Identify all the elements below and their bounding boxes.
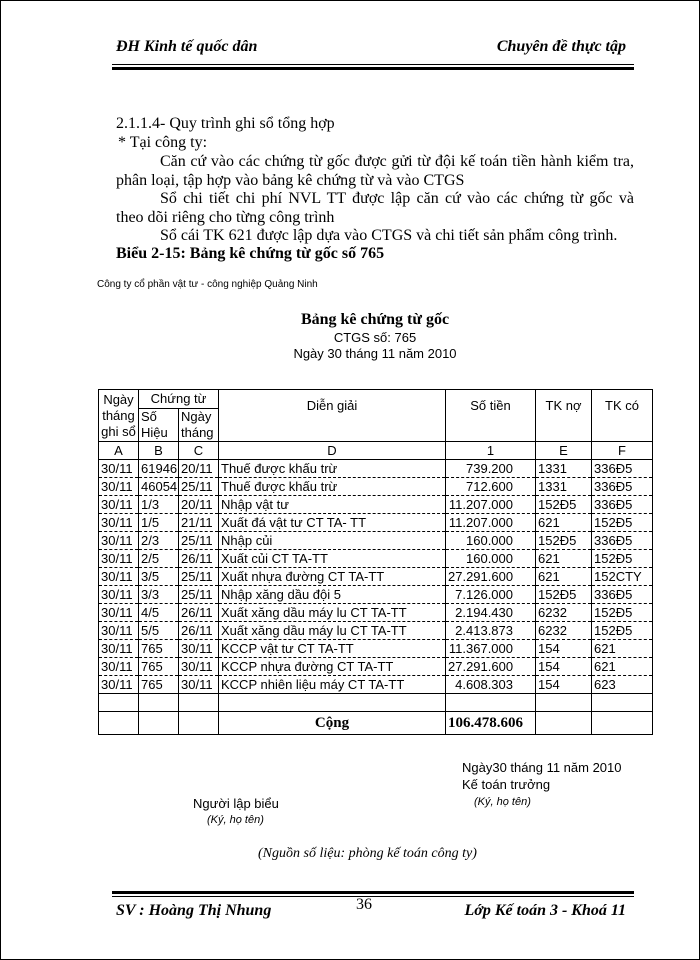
table-date: Ngày 30 tháng 11 năm 2010 xyxy=(293,346,457,361)
cell-amount: 27.291.600 xyxy=(446,658,536,676)
cell-date: 30/11 xyxy=(99,550,139,568)
blank-cell xyxy=(99,694,139,712)
blank-cell xyxy=(219,694,446,712)
total-blank xyxy=(99,712,139,735)
blank-cell xyxy=(139,694,179,712)
cell-no: 154 xyxy=(536,640,592,658)
cell-co: 152CTY xyxy=(592,568,653,586)
cell-desc: Nhập vật tư xyxy=(219,496,446,514)
col-ngay-thang-ghi-so xyxy=(99,390,139,442)
cell-date: 30/11 xyxy=(99,676,139,694)
blank-cell xyxy=(536,694,592,712)
cell-amount: 11.207.000 xyxy=(446,514,536,532)
preparer-title: Người lập biểu xyxy=(193,796,279,811)
company-name: Công ty cổ phần vật tư - công nghiệp Quảng Ninh xyxy=(97,279,318,290)
cell-date: 30/11 xyxy=(99,586,139,604)
cell-so: 3/3 xyxy=(139,586,179,604)
header-school: ĐH Kinh tế quốc dân xyxy=(116,38,258,55)
col-tk-no: TK nợ xyxy=(536,390,592,442)
sign-date: Ngày30 tháng 11 năm 2010 xyxy=(462,760,622,775)
letter-d: D xyxy=(219,442,446,460)
total-blank xyxy=(592,712,653,735)
cell-date: 30/11 xyxy=(99,622,139,640)
cell-date: 30/11 xyxy=(99,478,139,496)
para3: Sổ cái TK 621 được lập dựa vào CTGS và chi tiết sản phẩm công trình. xyxy=(160,227,618,244)
cell-so: 2/3 xyxy=(139,532,179,550)
col-ngay-line3: ghi sổ xyxy=(101,423,136,439)
letter-a: A xyxy=(99,442,139,460)
col-ngay-line2: tháng xyxy=(102,407,135,423)
cell-co: 336Đ5 xyxy=(592,496,653,514)
cell-ngay: 25/11 xyxy=(179,586,219,604)
cell-co: 336Đ5 xyxy=(592,460,653,478)
cell-desc: Xuất đá vật tư CT TA- TT xyxy=(219,514,446,532)
cell-date: 30/11 xyxy=(99,532,139,550)
letter-e: E xyxy=(536,442,592,460)
cell-co: 621 xyxy=(592,640,653,658)
cell-amount: 2.194.430 xyxy=(446,604,536,622)
total-label: Cộng xyxy=(219,712,446,735)
chief-accountant-sign: (Ký, họ tên) xyxy=(474,796,531,808)
cell-ngay: 30/11 xyxy=(179,676,219,694)
cell-amount: 7.126.000 xyxy=(446,586,536,604)
table-row xyxy=(99,604,653,622)
letter-f: F xyxy=(592,442,653,460)
cell-desc: KCCP nhựa đường CT TA-TT xyxy=(219,658,446,676)
cell-desc: Nhập củi xyxy=(219,532,446,550)
cell-no: 6232 xyxy=(536,622,592,640)
cell-amount: 712.600 xyxy=(446,478,536,496)
table-row xyxy=(99,658,653,676)
col-tk-co: TK có xyxy=(592,390,653,442)
col-dien-giai: Diễn giải xyxy=(219,390,446,442)
bullet-company: * Tại công ty: xyxy=(118,134,208,151)
blank-cell xyxy=(446,694,536,712)
footer-rule-thin xyxy=(112,896,634,897)
cell-co: 152Đ5 xyxy=(592,550,653,568)
col-ngay-ct-line1: Ngày xyxy=(181,409,212,424)
voucher-table xyxy=(98,389,653,735)
header-title: Chuyên đề thực tập xyxy=(496,38,626,55)
cell-amount: 27.291.600 xyxy=(446,568,536,586)
table-title: Bảng kê chứng từ gốc xyxy=(300,311,450,328)
cell-ngay: 25/11 xyxy=(179,532,219,550)
cell-date: 30/11 xyxy=(99,514,139,532)
source-note: (Nguồn số liệu: phòng kế toán công ty) xyxy=(258,846,477,861)
cell-date: 30/11 xyxy=(99,496,139,514)
para2-line1: Sổ chi tiết chi phí NVL TT được lập căn cứ vào các chứng từ gốc và xyxy=(160,190,634,207)
preparer-sign: (Ký, họ tên) xyxy=(207,814,264,826)
col-so-hieu xyxy=(139,409,179,442)
para1-line1: Căn cứ vào các chứng từ gốc được gửi từ đội kế toán tiền hành kiểm tra, xyxy=(160,153,634,170)
footer-rule-thick xyxy=(112,891,634,894)
table-row xyxy=(99,640,653,658)
cell-desc: Xuất củi CT TA-TT xyxy=(219,550,446,568)
cell-amount: 4.608.303 xyxy=(446,676,536,694)
cell-so: 46054 xyxy=(139,478,179,496)
cell-desc: Thuế được khấu trừ xyxy=(219,460,446,478)
total-amount: 106.478.606 xyxy=(446,712,536,735)
cell-so: 5/5 xyxy=(139,622,179,640)
letter-c: C xyxy=(179,442,219,460)
header-rule-thick xyxy=(112,67,634,70)
blank-cell xyxy=(592,694,653,712)
cell-co: 336Đ5 xyxy=(592,478,653,496)
table-row xyxy=(99,622,653,640)
cell-so: 2/5 xyxy=(139,550,179,568)
cell-no: 621 xyxy=(536,568,592,586)
section-title: 2.1.1.4- Quy trình ghi sổ tổng hợp xyxy=(116,115,335,132)
cell-ngay: 25/11 xyxy=(179,478,219,496)
cell-ngay: 21/11 xyxy=(179,514,219,532)
cell-no: 152Đ5 xyxy=(536,586,592,604)
cell-co: 621 xyxy=(592,658,653,676)
table-row xyxy=(99,478,653,496)
footer-class: Lớp Kế toán 3 - Khoá 11 xyxy=(464,902,626,919)
cell-no: 154 xyxy=(536,658,592,676)
chief-accountant-title: Kế toán trưởng xyxy=(462,777,551,792)
letter-b: B xyxy=(139,442,179,460)
table-row xyxy=(99,676,653,694)
col-so-tien: Số tiền xyxy=(446,390,536,442)
col-so-hieu-line1: Số xyxy=(141,409,157,424)
table-row xyxy=(99,568,653,586)
header-rule-thin xyxy=(112,64,634,65)
cell-so: 765 xyxy=(139,676,179,694)
cell-date: 30/11 xyxy=(99,640,139,658)
cell-so: 1/3 xyxy=(139,496,179,514)
cell-co: 336Đ5 xyxy=(592,586,653,604)
cell-co: 623 xyxy=(592,676,653,694)
cell-desc: KCCP nhiên liệu máy CT TA-TT xyxy=(219,676,446,694)
cell-so: 1/5 xyxy=(139,514,179,532)
cell-ngay: 30/11 xyxy=(179,658,219,676)
cell-no: 152Đ5 xyxy=(536,532,592,550)
cell-so: 3/5 xyxy=(139,568,179,586)
cell-desc: Nhập xăng dầu đội 5 xyxy=(219,586,446,604)
figure-caption: Biểu 2-15: Bảng kê chứng từ gốc số 765 xyxy=(116,245,385,262)
col-ngay-ct-line2: tháng xyxy=(181,425,214,440)
para2-line2: theo dõi riêng cho từng công trình xyxy=(116,209,335,226)
cell-no: 6232 xyxy=(536,604,592,622)
cell-ngay: 26/11 xyxy=(179,550,219,568)
cell-no: 621 xyxy=(536,514,592,532)
cell-co: 152Đ5 xyxy=(592,604,653,622)
cell-ngay: 26/11 xyxy=(179,604,219,622)
cell-amount: 11.207.000 xyxy=(446,496,536,514)
table-row xyxy=(99,514,653,532)
cell-desc: Thuế được khấu trừ xyxy=(219,478,446,496)
cell-no: 1331 xyxy=(536,478,592,496)
cell-desc: Xuất nhựa đường CT TA-TT xyxy=(219,568,446,586)
cell-so: 765 xyxy=(139,640,179,658)
cell-no: 621 xyxy=(536,550,592,568)
cell-amount: 11.367.000 xyxy=(446,640,536,658)
table-row xyxy=(99,586,653,604)
cell-co: 152Đ5 xyxy=(592,622,653,640)
cell-ngay: 26/11 xyxy=(179,622,219,640)
cell-date: 30/11 xyxy=(99,658,139,676)
para1-line2: phân loại, tập hợp vào bảng kê chứng từ và vào CTGS xyxy=(116,172,465,189)
total-blank xyxy=(536,712,592,735)
table-row xyxy=(99,532,653,550)
col-chung-tu: Chứng từ xyxy=(139,390,219,409)
cell-no: 1331 xyxy=(536,460,592,478)
cell-ngay: 20/11 xyxy=(179,496,219,514)
blank-cell xyxy=(179,694,219,712)
cell-ngay: 25/11 xyxy=(179,568,219,586)
cell-so: 61946 xyxy=(139,460,179,478)
cell-desc: KCCP vật tư CT TA-TT xyxy=(219,640,446,658)
cell-amount: 160.000 xyxy=(446,550,536,568)
cell-ngay: 20/11 xyxy=(179,460,219,478)
total-blank xyxy=(139,712,179,735)
cell-date: 30/11 xyxy=(99,604,139,622)
table-row xyxy=(99,496,653,514)
page-number: 36 xyxy=(356,896,372,913)
cell-amount: 2.413.873 xyxy=(446,622,536,640)
col-ngay-thang-ct xyxy=(179,409,219,442)
table-row xyxy=(99,550,653,568)
cell-so: 765 xyxy=(139,658,179,676)
ctgs-number: CTGS số: 765 xyxy=(333,330,417,345)
cell-no: 152Đ5 xyxy=(536,496,592,514)
cell-desc: Xuất xăng dầu máy lu CT TA-TT xyxy=(219,622,446,640)
col-ngay-line1: Ngày xyxy=(103,391,134,407)
col-so-hieu-line2: Hiệu xyxy=(141,425,168,440)
footer-student: SV : Hoàng Thị Nhung xyxy=(116,902,272,919)
cell-co: 336Đ5 xyxy=(592,532,653,550)
total-blank xyxy=(179,712,219,735)
cell-so: 4/5 xyxy=(139,604,179,622)
cell-ngay: 30/11 xyxy=(179,640,219,658)
cell-date: 30/11 xyxy=(99,568,139,586)
cell-desc: Xuất xăng dầu máy lu CT TA-TT xyxy=(219,604,446,622)
letter-1: 1 xyxy=(446,442,536,460)
cell-no: 154 xyxy=(536,676,592,694)
table-row xyxy=(99,460,653,478)
cell-date: 30/11 xyxy=(99,460,139,478)
cell-amount: 739.200 xyxy=(446,460,536,478)
cell-amount: 160.000 xyxy=(446,532,536,550)
cell-co: 152Đ5 xyxy=(592,514,653,532)
